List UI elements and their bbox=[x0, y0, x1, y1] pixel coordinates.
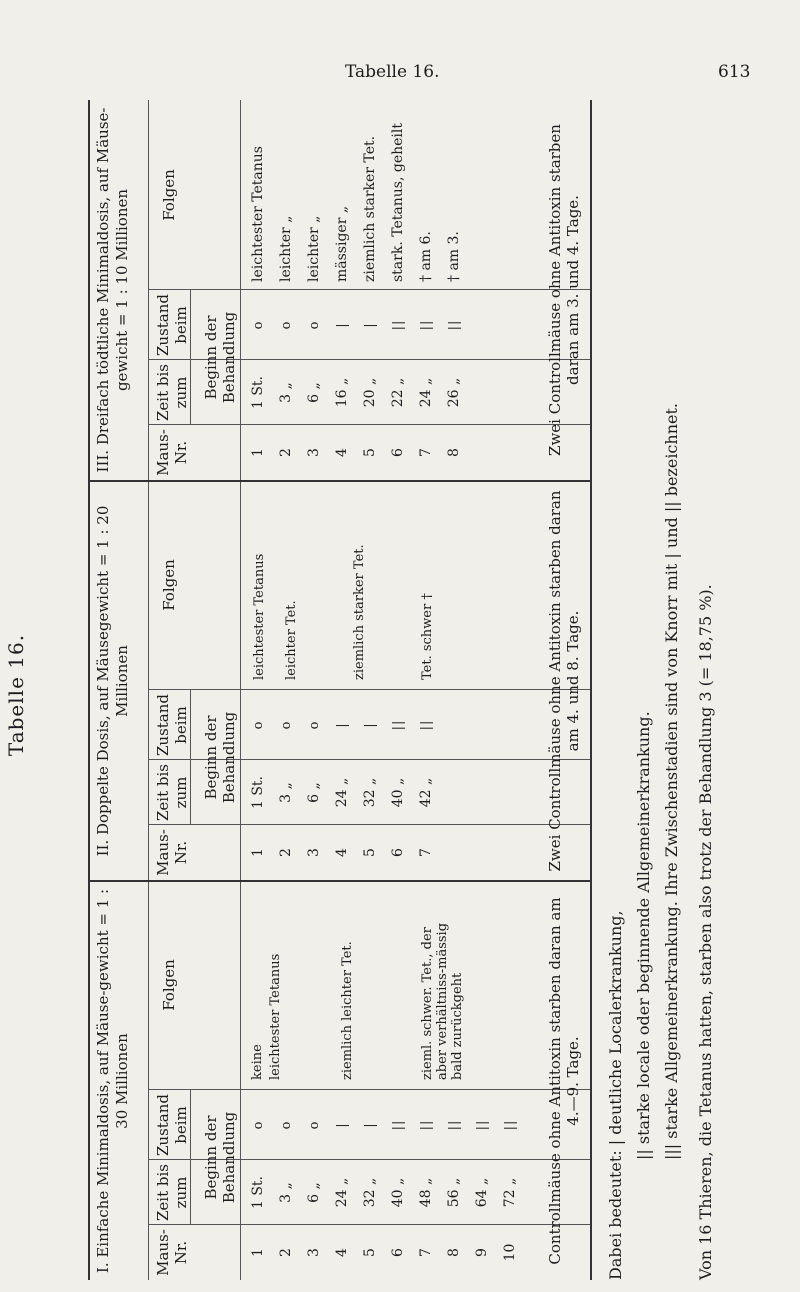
col-zustand: Zustand beim bbox=[154, 1094, 190, 1157]
col-beginn: Beginn der Behandlung bbox=[202, 1111, 238, 1204]
cell-zeit: 40 „ bbox=[390, 1177, 406, 1208]
col-zeit: Zeit bis zum bbox=[154, 364, 190, 421]
cell-zeit: 24 „ bbox=[418, 377, 434, 408]
cell-zustand: o bbox=[251, 1120, 266, 1130]
cell-folgen: † am 3. bbox=[446, 231, 462, 282]
cell-folgen: † am 6. bbox=[418, 231, 434, 282]
cell-nr: 5 bbox=[362, 848, 378, 857]
cell-folgen: leichtester Tetanus bbox=[250, 146, 266, 282]
section-2-group-2: leichter Tet. bbox=[284, 600, 299, 680]
cell-zustand: || bbox=[447, 1119, 462, 1131]
cell-zeit: 26 „ bbox=[446, 377, 462, 408]
section-1-note: Controllmäuse ohne Antitoxin starben daran am 4.—9. Tage. bbox=[546, 897, 582, 1265]
col-beginn: Beginn der Behandlung bbox=[202, 711, 238, 804]
cell-zustand: o bbox=[251, 720, 266, 730]
cell-zustand: o bbox=[307, 720, 322, 730]
page-header bbox=[0, 62, 800, 88]
cell-nr: 1 bbox=[250, 1248, 266, 1257]
cell-zeit: 1 St. bbox=[250, 775, 266, 810]
cell-nr: 7 bbox=[418, 848, 434, 857]
cell-nr: 1 bbox=[250, 848, 266, 857]
cell-zeit: 24 „ bbox=[334, 777, 350, 808]
cell-folgen: mässiger „ bbox=[334, 205, 350, 282]
cell-zustand: | bbox=[363, 1122, 378, 1128]
section-1-group-3: ziemlich leichter Tet. bbox=[340, 941, 355, 1080]
cell-nr: 3 bbox=[306, 448, 322, 457]
cell-nr: 4 bbox=[334, 448, 350, 457]
cell-nr: 6 bbox=[390, 848, 406, 857]
page-number: 613 bbox=[718, 62, 751, 82]
cell-nr: 4 bbox=[334, 848, 350, 857]
cell-zustand: || bbox=[391, 719, 406, 731]
cell-zustand: || bbox=[503, 1119, 518, 1131]
cell-zustand: | bbox=[335, 322, 350, 328]
section-2-group-3: ziemlich starker Tet. bbox=[352, 544, 367, 680]
cell-zustand: | bbox=[335, 722, 350, 728]
section-3-title: III. Dreifach tödtliche Minimaldosis, auf Mäuse-gewicht = 1 : 10 Millionen bbox=[94, 107, 131, 473]
section-3 bbox=[90, 100, 590, 480]
cell-nr: 5 bbox=[362, 448, 378, 457]
cell-zustand: || bbox=[391, 319, 406, 331]
cell-zeit: 42 „ bbox=[418, 777, 434, 808]
cell-zeit: 16 „ bbox=[334, 377, 350, 408]
cell-folgen: leichter „ bbox=[306, 215, 322, 282]
cell-zustand: o bbox=[307, 1120, 322, 1130]
cell-nr: 6 bbox=[390, 1248, 406, 1257]
cell-zeit: 3 „ bbox=[278, 782, 294, 803]
cell-zustand: o bbox=[307, 320, 322, 330]
cell-zeit: 72 „ bbox=[502, 1177, 518, 1208]
cell-zeit: 20 „ bbox=[362, 377, 378, 408]
cell-folgen: ziemlich starker Tet. bbox=[362, 135, 378, 282]
cell-nr: 3 bbox=[306, 1248, 322, 1257]
cell-zeit: 32 „ bbox=[362, 1177, 378, 1208]
cell-zeit: 32 „ bbox=[362, 777, 378, 808]
cell-zeit: 22 „ bbox=[390, 377, 406, 408]
cell-zustand: || bbox=[475, 1119, 490, 1131]
cell-zustand: || bbox=[419, 719, 434, 731]
cell-folgen: leichter „ bbox=[278, 215, 294, 282]
section-3-note: Zwei Controllmäuse ohne Antitoxin starben daran am 3. und 4. Tage. bbox=[546, 124, 582, 456]
cell-zeit: 3 „ bbox=[278, 382, 294, 403]
cell-nr: 2 bbox=[278, 448, 294, 457]
col-folgen: Folgen bbox=[160, 169, 178, 221]
cell-nr: 5 bbox=[362, 1248, 378, 1257]
legend-line-4: Von 16 Thieren, die Tetanus hatten, starben also trotz der Behandlung 3 (= 18,75 %). bbox=[696, 584, 715, 1280]
cell-zustand: || bbox=[419, 1119, 434, 1131]
cell-nr: 6 bbox=[390, 448, 406, 457]
section-1-group-2: leichtester Tetanus bbox=[268, 953, 283, 1080]
col-zeit: Zeit bis zum bbox=[154, 1164, 190, 1221]
cell-zeit: 1 St. bbox=[250, 1175, 266, 1210]
col-zeit: Zeit bis zum bbox=[154, 764, 190, 821]
cell-zeit: 40 „ bbox=[390, 777, 406, 808]
cell-zustand: || bbox=[419, 319, 434, 331]
col-maus: Maus-Nr. bbox=[154, 829, 190, 876]
section-2 bbox=[90, 480, 590, 880]
cell-nr: 10 bbox=[502, 1243, 518, 1262]
section-1 bbox=[90, 880, 590, 1280]
cell-nr: 7 bbox=[418, 448, 434, 457]
col-folgen: Folgen bbox=[160, 559, 178, 611]
legend-line-1: Dabei bedeutet: | deutliche Localerkrankung, bbox=[606, 910, 625, 1280]
cell-nr: 3 bbox=[306, 848, 322, 857]
cell-zeit: 6 „ bbox=[306, 782, 322, 803]
col-maus: Maus-Nr. bbox=[154, 1229, 190, 1276]
legend-line-3: ||| starke Allgemeinerkrankung. Ihre Zwischenstadien sind von Knorr mit | und || bezeichnet. bbox=[662, 403, 681, 1160]
cell-zeit: 64 „ bbox=[474, 1177, 490, 1208]
cell-folgen: stark. Tetanus, geheilt bbox=[390, 123, 406, 282]
cell-nr: 2 bbox=[278, 848, 294, 857]
col-folgen: Folgen bbox=[160, 959, 178, 1011]
cell-zustand: o bbox=[251, 320, 266, 330]
col-zustand: Zustand beim bbox=[154, 294, 190, 357]
section-2-title: II. Doppelte Dosis, auf Mäusegewicht = 1 : 20 Millionen bbox=[94, 505, 131, 857]
cell-zeit: 24 „ bbox=[334, 1177, 350, 1208]
section-2-group-1: leichtester Tetanus bbox=[252, 553, 267, 680]
cell-zustand: | bbox=[335, 1122, 350, 1128]
col-maus: Maus-Nr. bbox=[154, 429, 190, 476]
cell-zeit: 48 „ bbox=[418, 1177, 434, 1208]
cell-zeit: 6 „ bbox=[306, 1182, 322, 1203]
section-1-group-1: keine bbox=[250, 1044, 265, 1080]
col-beginn: Beginn der Behandlung bbox=[202, 311, 238, 404]
cell-zeit: 56 „ bbox=[446, 1177, 462, 1208]
section-2-group-4: Tet. schwer † bbox=[420, 593, 435, 680]
legend-line-2: || starke locale oder beginnende Allgemeinerkrankung. bbox=[634, 711, 653, 1160]
cell-nr: 8 bbox=[446, 1248, 462, 1257]
section-1-group-4: zieml. schwer. Tet., der aber verhältniss-mässig bald zurückgeht bbox=[420, 922, 465, 1080]
cell-zustand: | bbox=[363, 322, 378, 328]
table-title: Tabelle 16. bbox=[4, 633, 28, 757]
cell-nr: 4 bbox=[334, 1248, 350, 1257]
cell-zustand: o bbox=[279, 1120, 294, 1130]
cell-nr: 9 bbox=[474, 1248, 490, 1257]
cell-zustand: o bbox=[279, 320, 294, 330]
cell-zustand: || bbox=[447, 319, 462, 331]
section-1-title: I. Einfache Minimaldosis, auf Mäuse-gewicht = 1 : 30 Millionen bbox=[94, 888, 131, 1274]
cell-zustand: o bbox=[279, 720, 294, 730]
cell-zustand: | bbox=[363, 722, 378, 728]
rotated-table-page bbox=[4, 100, 774, 1290]
cell-nr: 1 bbox=[250, 448, 266, 457]
cell-zeit: 3 „ bbox=[278, 1182, 294, 1203]
running-title: Tabelle 16. bbox=[345, 62, 440, 82]
cell-zeit: 6 „ bbox=[306, 382, 322, 403]
cell-nr: 8 bbox=[446, 448, 462, 457]
cell-zustand: || bbox=[391, 1119, 406, 1131]
cell-nr: 2 bbox=[278, 1248, 294, 1257]
col-zustand: Zustand beim bbox=[154, 694, 190, 757]
cell-nr: 7 bbox=[418, 1248, 434, 1257]
section-2-note: Zwei Controllmäuse ohne Antitoxin starben daran am 4. und 8. Tage. bbox=[546, 490, 582, 872]
table-grid bbox=[88, 100, 592, 1280]
cell-zeit: 1 St. bbox=[250, 375, 266, 410]
